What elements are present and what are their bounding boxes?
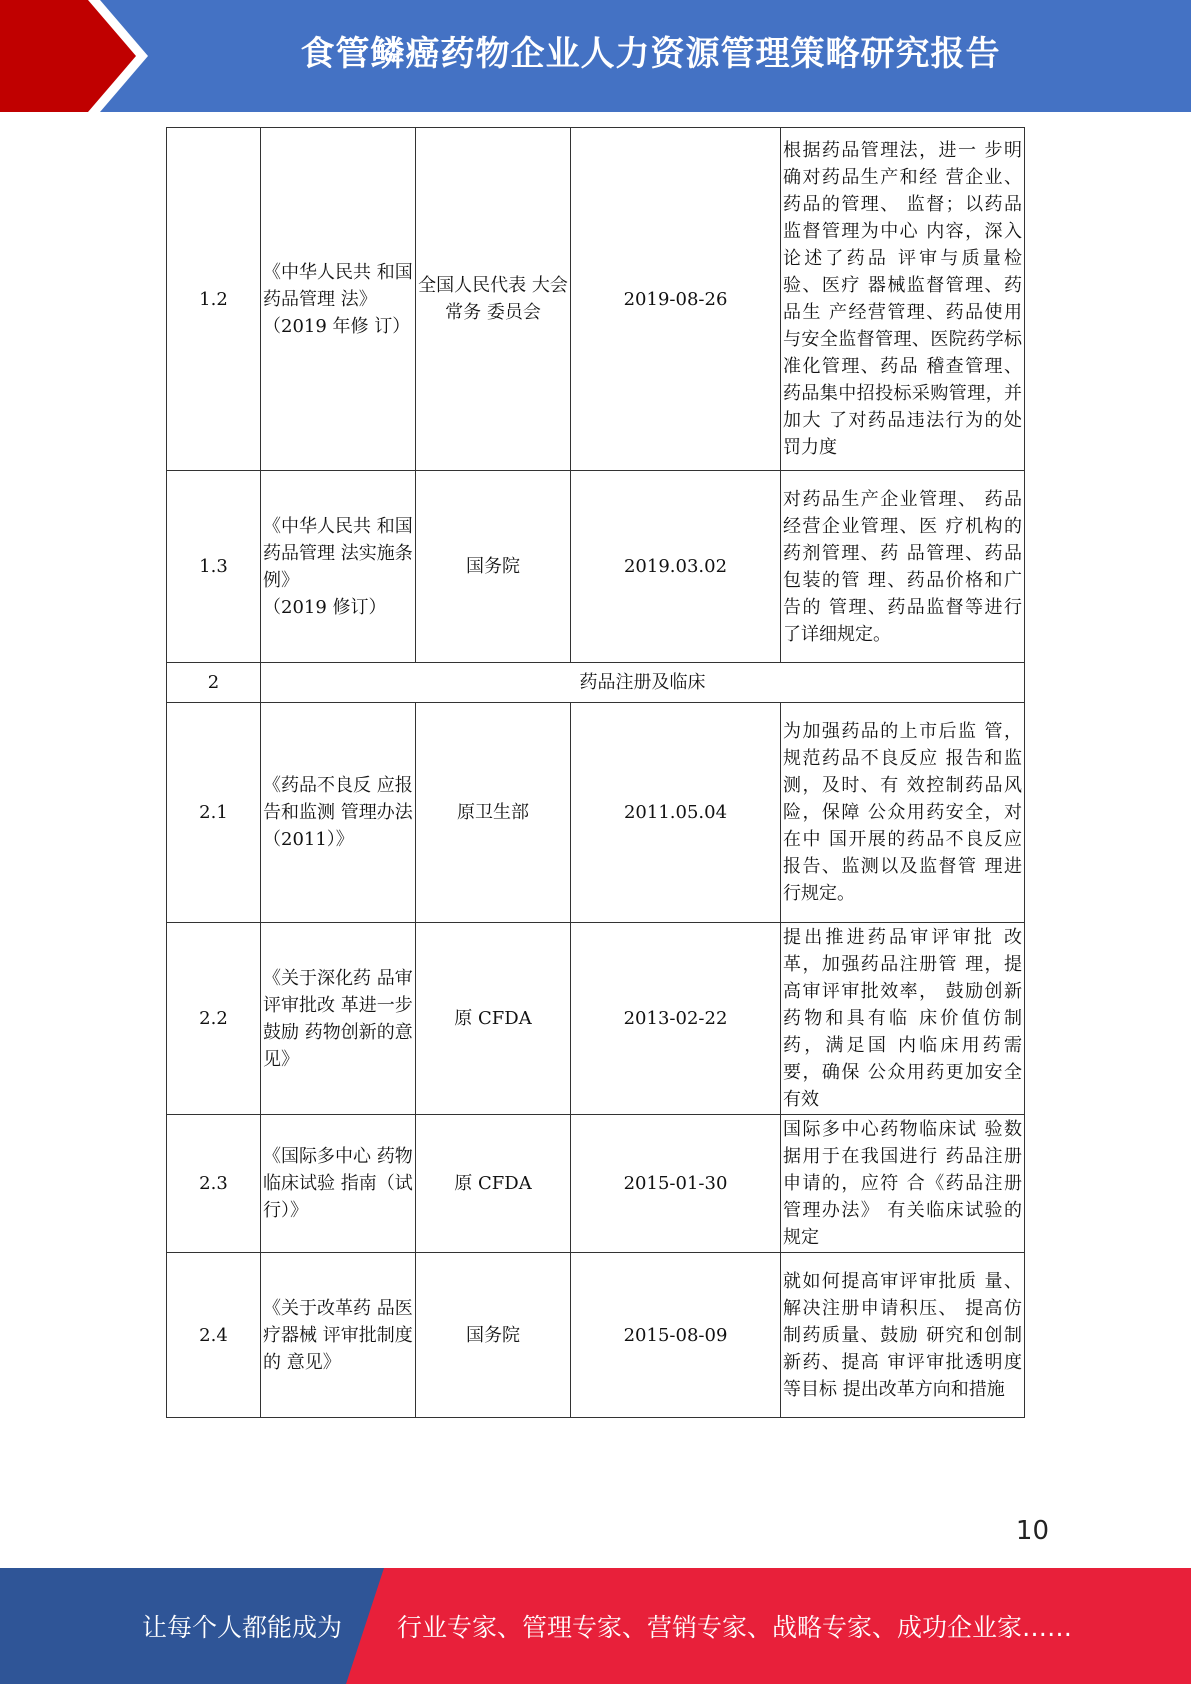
regulation-name: 《药品不良反 应报告和监测 管理办法 （2011）》 — [261, 703, 416, 923]
regulation-name: 《关于改革药 品医疗器械 评审批制度的 意见》 — [261, 1253, 416, 1418]
regulation-name: 《关于深化药 品审评审批改 革进一步鼓励 药物创新的意 见》 — [261, 923, 416, 1115]
report-title: 食管鳞癌药物企业人力资源管理策略研究报告 — [300, 34, 1001, 74]
regulation-description: 为加强药品的上市后监 管，规范药品不良反应 报告和监测，及时、有 效控制药品风险，保障 公众用药安全，对在中 国开展的药品不良反应 报告、监测以及监督管 理进行规定。 — [781, 703, 1025, 923]
regulation-table — [166, 127, 1025, 1418]
regulation-description: 对药品生产企业管理、 药品经营企业管理、医 疗机构的药剂管理、药 品管理、药品包装的管 理、药品价格和广告的 管理、药品监督等进行 了详细规定。 — [781, 471, 1025, 663]
issuing-authority: 原 CFDA — [416, 923, 571, 1115]
row-number: 1.3 — [167, 471, 261, 663]
footer-slogan-right: 行业专家、管理专家、营销专家、战略专家、成功企业家…… — [397, 1613, 1073, 1642]
table-row — [167, 1115, 1025, 1253]
issuing-authority: 国务院 — [416, 1253, 571, 1418]
issue-date: 2013-02-22 — [571, 923, 781, 1115]
issuing-authority: 全国人民代表 大会常务 委员会 — [416, 128, 571, 471]
table-row — [167, 1253, 1025, 1418]
table-row — [167, 703, 1025, 923]
regulation-description — [781, 128, 1025, 471]
regulation-description: 国际多中心药物临床试 验数据用于在我国进行 药品注册申请的，应符 合《药品注册管理办法》 有关临床试验的规定 — [781, 1115, 1025, 1253]
issue-date: 2011.05.04 — [571, 703, 781, 923]
issue-date: 2019.03.02 — [571, 471, 781, 663]
issue-date: 2019-08-26 — [571, 128, 781, 471]
page-number: 10 — [1015, 1516, 1049, 1546]
section-number: 2 — [167, 663, 261, 703]
row-number: 1.2 — [167, 128, 261, 471]
chevron-arrow-icon — [0, 0, 160, 112]
section-title: 药品注册及临床 — [261, 663, 1025, 703]
footer-slogan-left: 让每个人都能成为 — [142, 1613, 343, 1642]
table-row — [167, 923, 1025, 1115]
table-row — [167, 471, 1025, 663]
regulation-description: 就如何提高审评审批质 量、解决注册申请积压、 提高仿制药质量、鼓励 研究和创制新药、提高 审评审批透明度等目标 提出改革方向和措施 — [781, 1253, 1025, 1418]
row-number: 2.4 — [167, 1253, 261, 1418]
footer-banner — [0, 1568, 1191, 1684]
regulation-name: 《中华人民共 和国药品管理 法实施条例》 （2019 修订） — [261, 471, 416, 663]
regulation-name: 《国际多中心 药物临床试验 指南（试行）》 — [261, 1115, 416, 1253]
issuing-authority: 原 CFDA — [416, 1115, 571, 1253]
row-number: 2.2 — [167, 923, 261, 1115]
section-row — [167, 663, 1025, 703]
header-banner — [0, 0, 1191, 112]
row-number: 2.3 — [167, 1115, 261, 1253]
row-number: 2.1 — [167, 703, 261, 923]
issue-date: 2015-08-09 — [571, 1253, 781, 1418]
description-text: 根据药品管理法，进一 步明确对药品生产和经 营企业、药品的管理、 监督；以药品监督管理为中心 内容，深入论述了药品 评审与质量检验、医疗 器械监督管理、药品生 产经营管理、药品使用 与安全监督管理、医院药学标准化管理、药品 稽查管理、药品集中招投标采购管理，并加大 了对药品违法行为的处 罚力度 — [783, 140, 1022, 458]
regulation-name: 《中华人民共 和国药品管理 法》（2019 年修 订） — [261, 128, 416, 471]
issue-date: 2015-01-30 — [571, 1115, 781, 1253]
issuing-authority: 国务院 — [416, 471, 571, 663]
table-row — [167, 128, 1025, 471]
regulation-description: 提出推进药品审评审批 改革，加强药品注册管 理，提高审评审批效率， 鼓励创新药物和具有临 床价值仿制药，满足国 内临床用药需要，确保 公众用药更加安全有效 — [781, 923, 1025, 1115]
issuing-authority: 原卫生部 — [416, 703, 571, 923]
